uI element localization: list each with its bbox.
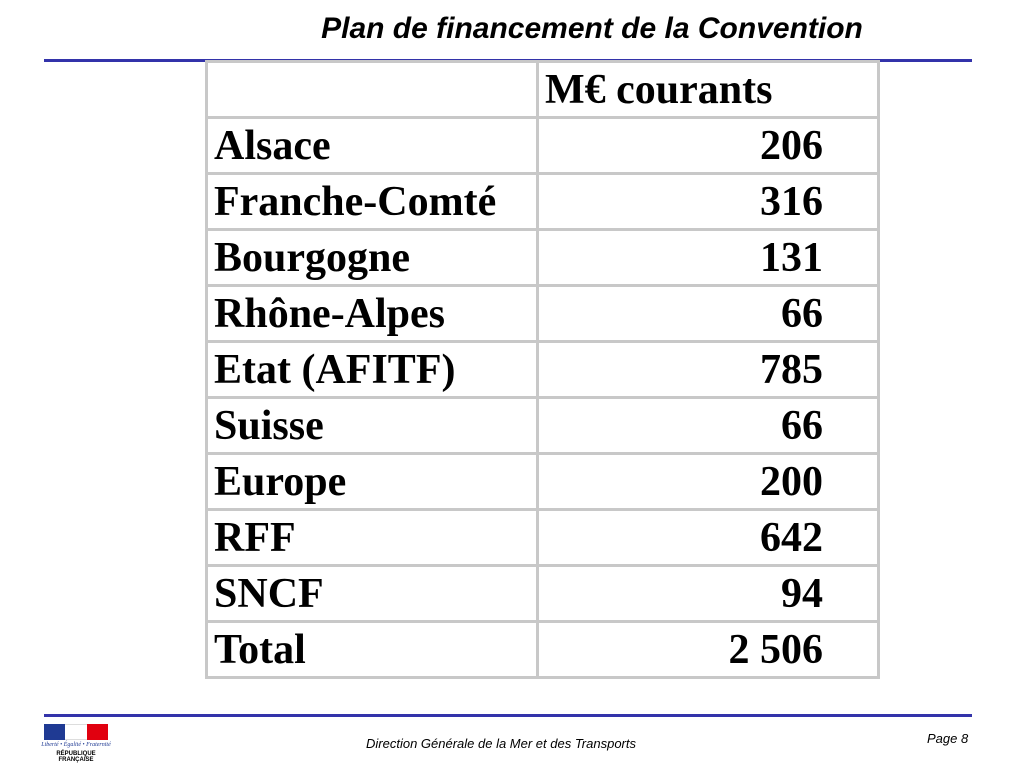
row-label: Europe <box>207 454 538 510</box>
row-value: 316 <box>538 174 879 230</box>
header-label-cell <box>207 62 538 118</box>
table-row <box>207 510 879 566</box>
row-value: 131 <box>538 230 879 286</box>
row-label: SNCF <box>207 566 538 622</box>
table-row <box>207 566 879 622</box>
table-row <box>207 230 879 286</box>
bottom-divider <box>44 714 972 717</box>
table-row <box>207 174 879 230</box>
financing-table <box>205 60 880 679</box>
row-label: RFF <box>207 510 538 566</box>
table-header-row <box>207 62 879 118</box>
row-label: Suisse <box>207 398 538 454</box>
table-row <box>207 398 879 454</box>
logo-republic: RÉPUBLIQUE FRANÇAISE <box>56 751 96 763</box>
total-label: Total <box>207 622 538 678</box>
row-value: 206 <box>538 118 879 174</box>
row-value: 66 <box>538 398 879 454</box>
total-value: 2 506 <box>538 622 879 678</box>
row-value: 642 <box>538 510 879 566</box>
table-row <box>207 286 879 342</box>
table-total-row <box>207 622 879 678</box>
republique-francaise-logo <box>40 722 112 762</box>
slide-title: Plan de financement de la Convention <box>321 12 863 45</box>
row-label: Etat (AFITF) <box>207 342 538 398</box>
table-row <box>207 118 879 174</box>
row-value: 200 <box>538 454 879 510</box>
table-row <box>207 454 879 510</box>
logo-motto: Liberté • Égalité • Fraternité <box>41 742 111 748</box>
french-flag-icon <box>44 724 108 740</box>
row-value: 94 <box>538 566 879 622</box>
row-value: 66 <box>538 286 879 342</box>
table-row <box>207 342 879 398</box>
row-label: Rhône-Alpes <box>207 286 538 342</box>
page-number: Page 8 <box>927 731 969 746</box>
header-value-cell: M€ courants <box>538 62 879 118</box>
row-value: 785 <box>538 342 879 398</box>
footer-organization: Direction Générale de la Mer et des Transports <box>366 736 636 751</box>
row-label: Alsace <box>207 118 538 174</box>
row-label: Franche-Comté <box>207 174 538 230</box>
row-label: Bourgogne <box>207 230 538 286</box>
